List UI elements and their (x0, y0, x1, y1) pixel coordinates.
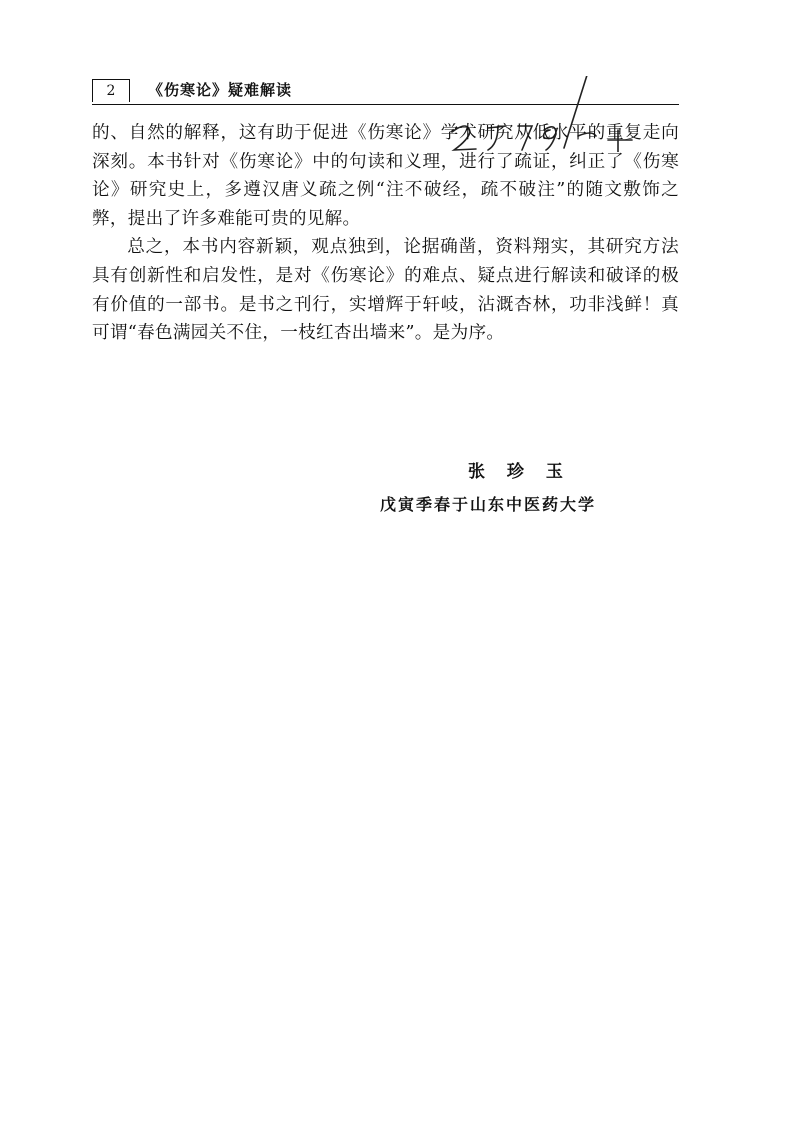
author-place-date: 戊寅季春于山东中医药大学 (380, 495, 597, 514)
paragraph: 的、自然的解释，这有助于促进《伤寒论》学术研究从低水平的重复走向深刻。本书针对《伤寒论》中的句读和义理，进行了疏证，纠正了《伤寒论》研究史上，多遵汉唐义疏之例“注不破经，疏不破注”的随文敷饰之弊，提出了许多难能可贵的见解。 (92, 123, 679, 229)
book-title: 《伤寒论》疑难解读 (148, 81, 293, 99)
page-number: 2 (92, 79, 130, 102)
paragraph: 总之，本书内容新颖，观点独到，论据确凿，资料翔实，其研究方法具有创新性和启发性，是对《伤寒论》的难点、疑点进行解读和破译的极有价值的一部书。是书之刊行，实增辉于轩岐，沾溉杏林，功非浅鲜！真可谓“春色满园关不住，一枝红杏出墙来”。是为序。 (92, 237, 679, 344)
author-name: 张 珍 玉 (468, 462, 571, 482)
signature-block (380, 458, 640, 519)
running-header (92, 76, 679, 105)
body-text (92, 119, 679, 348)
